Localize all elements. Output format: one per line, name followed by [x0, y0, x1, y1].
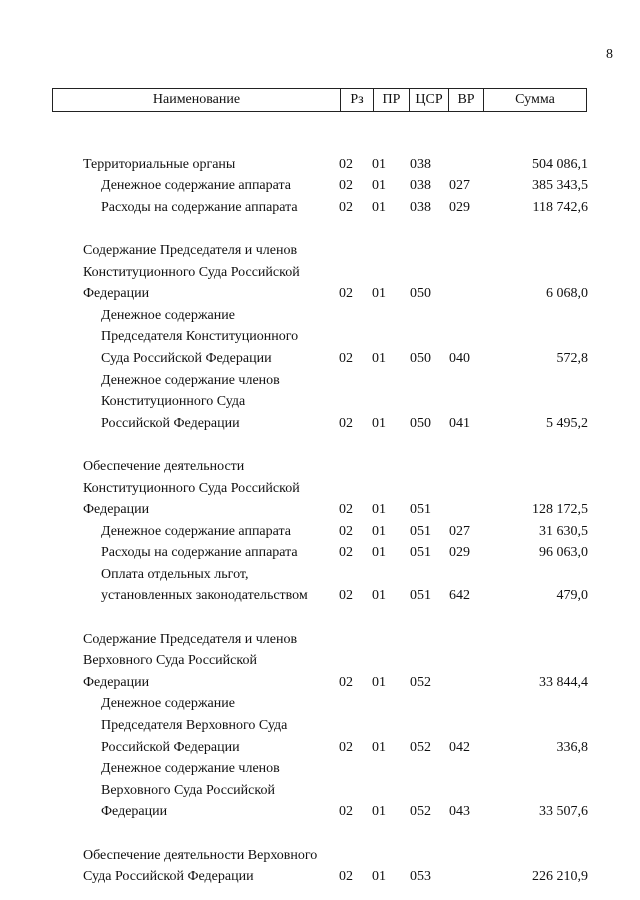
- row-pr: 01: [372, 502, 386, 518]
- row-name: Денежное содержание: [101, 696, 235, 712]
- table-row: [0, 650, 640, 672]
- row-csr: 051: [410, 523, 431, 539]
- page-number: 8: [606, 47, 613, 62]
- row-sum: 33 844,4: [539, 674, 588, 690]
- table-row: [0, 370, 640, 392]
- table-row: [0, 326, 640, 348]
- row-name: Содержание Председателя и членов: [83, 242, 298, 258]
- row-sum: 336,8: [556, 739, 588, 755]
- row-name: Оплата отдельных льгот,: [101, 566, 249, 582]
- row-name: Российской Федерации: [101, 415, 240, 431]
- row-csr: 050: [410, 415, 431, 431]
- row-vr: 029: [449, 199, 470, 215]
- table-row: [0, 413, 640, 435]
- row-sum: 5 495,2: [546, 415, 588, 431]
- table-row: [0, 564, 640, 586]
- table-row: [0, 737, 640, 759]
- row-name: Федерации: [83, 286, 150, 302]
- row-vr: 027: [449, 523, 470, 539]
- table-row: [0, 305, 640, 327]
- row-rz: 02: [339, 545, 353, 561]
- row-name: Денежное содержание аппарата: [101, 178, 292, 194]
- row-csr: 050: [410, 286, 431, 302]
- row-pr: 01: [372, 674, 386, 690]
- table-row: [0, 478, 640, 500]
- row-csr: 052: [410, 739, 431, 755]
- row-name: Обеспечение деятельности Верховного: [83, 847, 318, 863]
- row-name: Расходы на содержание аппарата: [101, 199, 298, 215]
- row-csr: 051: [410, 588, 431, 604]
- table-row: [0, 197, 640, 219]
- row-sum: 118 742,6: [532, 199, 588, 215]
- row-rz: 02: [339, 739, 353, 755]
- table-row: [0, 240, 640, 262]
- row-csr: 051: [410, 545, 431, 561]
- table-row: [0, 542, 640, 564]
- table-row: [0, 693, 640, 715]
- row-spacer: [0, 434, 640, 456]
- row-name: Российской Федерации: [101, 739, 240, 755]
- row-sum: 6 068,0: [546, 286, 588, 302]
- header-rz: Рз: [340, 89, 373, 111]
- row-vr: 042: [449, 739, 470, 755]
- row-name: Суда Российской Федерации: [83, 869, 254, 885]
- table-row: [0, 629, 640, 651]
- row-pr: 01: [372, 199, 386, 215]
- row-pr: 01: [372, 804, 386, 820]
- table-row: [0, 758, 640, 780]
- row-csr: 050: [410, 350, 431, 366]
- row-pr: 01: [372, 286, 386, 302]
- row-vr: 027: [449, 178, 470, 194]
- table-row: [0, 456, 640, 478]
- row-pr: 01: [372, 156, 386, 172]
- row-name: Председателя Конституционного: [101, 329, 299, 345]
- row-name: Содержание Председателя и членов: [83, 631, 298, 647]
- row-rz: 02: [339, 804, 353, 820]
- row-csr: 051: [410, 502, 431, 518]
- row-sum: 572,8: [556, 350, 588, 366]
- row-name: Конституционного Суда: [101, 394, 246, 410]
- table-row: [0, 715, 640, 737]
- row-rz: 02: [339, 869, 353, 885]
- row-vr: 041: [449, 415, 470, 431]
- table-row: [0, 154, 640, 176]
- table-row: [0, 348, 640, 370]
- table-row: [0, 262, 640, 284]
- table-row: [0, 866, 640, 888]
- row-sum: 479,0: [556, 588, 588, 604]
- row-pr: 01: [372, 415, 386, 431]
- table-row: [0, 780, 640, 802]
- row-rz: 02: [339, 178, 353, 194]
- header-csr: ЦСР: [409, 89, 448, 111]
- row-rz: 02: [339, 588, 353, 604]
- row-pr: 01: [372, 350, 386, 366]
- table-row: [0, 585, 640, 607]
- row-name: установленных законодательством: [101, 588, 308, 604]
- row-vr: 642: [449, 588, 470, 604]
- row-name: Денежное содержание членов: [101, 372, 280, 388]
- row-vr: 040: [449, 350, 470, 366]
- table-body: [0, 132, 640, 888]
- row-vr: 043: [449, 804, 470, 820]
- row-name: Федерации: [83, 674, 150, 690]
- table-row: [0, 283, 640, 305]
- row-csr: 038: [410, 178, 431, 194]
- header-name: Наименование: [152, 92, 241, 107]
- row-vr: 029: [449, 545, 470, 561]
- row-spacer: [0, 823, 640, 845]
- row-pr: 01: [372, 178, 386, 194]
- row-sum: 31 630,5: [539, 523, 588, 539]
- row-csr: 038: [410, 156, 431, 172]
- row-name: Обеспечение деятельности: [83, 458, 245, 474]
- row-csr: 052: [410, 674, 431, 690]
- table-header: [52, 88, 587, 112]
- row-name: Конституционного Суда Российской: [83, 264, 300, 280]
- table-row: [0, 175, 640, 197]
- header-vr: ВР: [448, 89, 483, 111]
- row-rz: 02: [339, 156, 353, 172]
- row-name: Конституционного Суда Российской: [83, 480, 300, 496]
- row-pr: 01: [372, 545, 386, 561]
- table-row: [0, 521, 640, 543]
- row-rz: 02: [339, 199, 353, 215]
- row-sum: 504 086,1: [532, 156, 588, 172]
- row-rz: 02: [339, 674, 353, 690]
- row-name: Суда Российской Федерации: [101, 350, 272, 366]
- row-spacer: [0, 132, 640, 154]
- row-name: Верховного Суда Российской: [83, 653, 257, 669]
- row-sum: 33 507,6: [539, 804, 588, 820]
- table-row: [0, 801, 640, 823]
- row-sum: 226 210,9: [532, 869, 588, 885]
- table-row: [0, 672, 640, 694]
- row-pr: 01: [372, 739, 386, 755]
- row-rz: 02: [339, 502, 353, 518]
- header-sum: Сумма: [483, 89, 586, 111]
- row-rz: 02: [339, 350, 353, 366]
- row-sum: 385 343,5: [532, 178, 588, 194]
- row-name: Председателя Верховного Суда: [101, 718, 288, 734]
- row-name: Федерации: [101, 804, 168, 820]
- row-sum: 128 172,5: [532, 502, 588, 518]
- table-row: [0, 499, 640, 521]
- table-row: [0, 391, 640, 413]
- row-name: Территориальные органы: [83, 156, 236, 172]
- row-spacer: [0, 607, 640, 629]
- row-csr: 038: [410, 199, 431, 215]
- row-spacer: [0, 218, 640, 240]
- row-name: Денежное содержание аппарата: [101, 523, 292, 539]
- row-name: Расходы на содержание аппарата: [101, 545, 298, 561]
- row-rz: 02: [339, 523, 353, 539]
- header-pr: ПР: [373, 89, 409, 111]
- row-sum: 96 063,0: [539, 545, 588, 561]
- row-name: Федерации: [83, 502, 150, 518]
- row-name: Денежное содержание членов: [101, 761, 280, 777]
- row-name: Денежное содержание: [101, 307, 235, 323]
- row-csr: 052: [410, 804, 431, 820]
- row-csr: 053: [410, 869, 431, 885]
- row-name: Верховного Суда Российской: [101, 782, 275, 798]
- row-rz: 02: [339, 415, 353, 431]
- row-pr: 01: [372, 869, 386, 885]
- row-rz: 02: [339, 286, 353, 302]
- row-pr: 01: [372, 588, 386, 604]
- table-row: [0, 845, 640, 867]
- row-pr: 01: [372, 523, 386, 539]
